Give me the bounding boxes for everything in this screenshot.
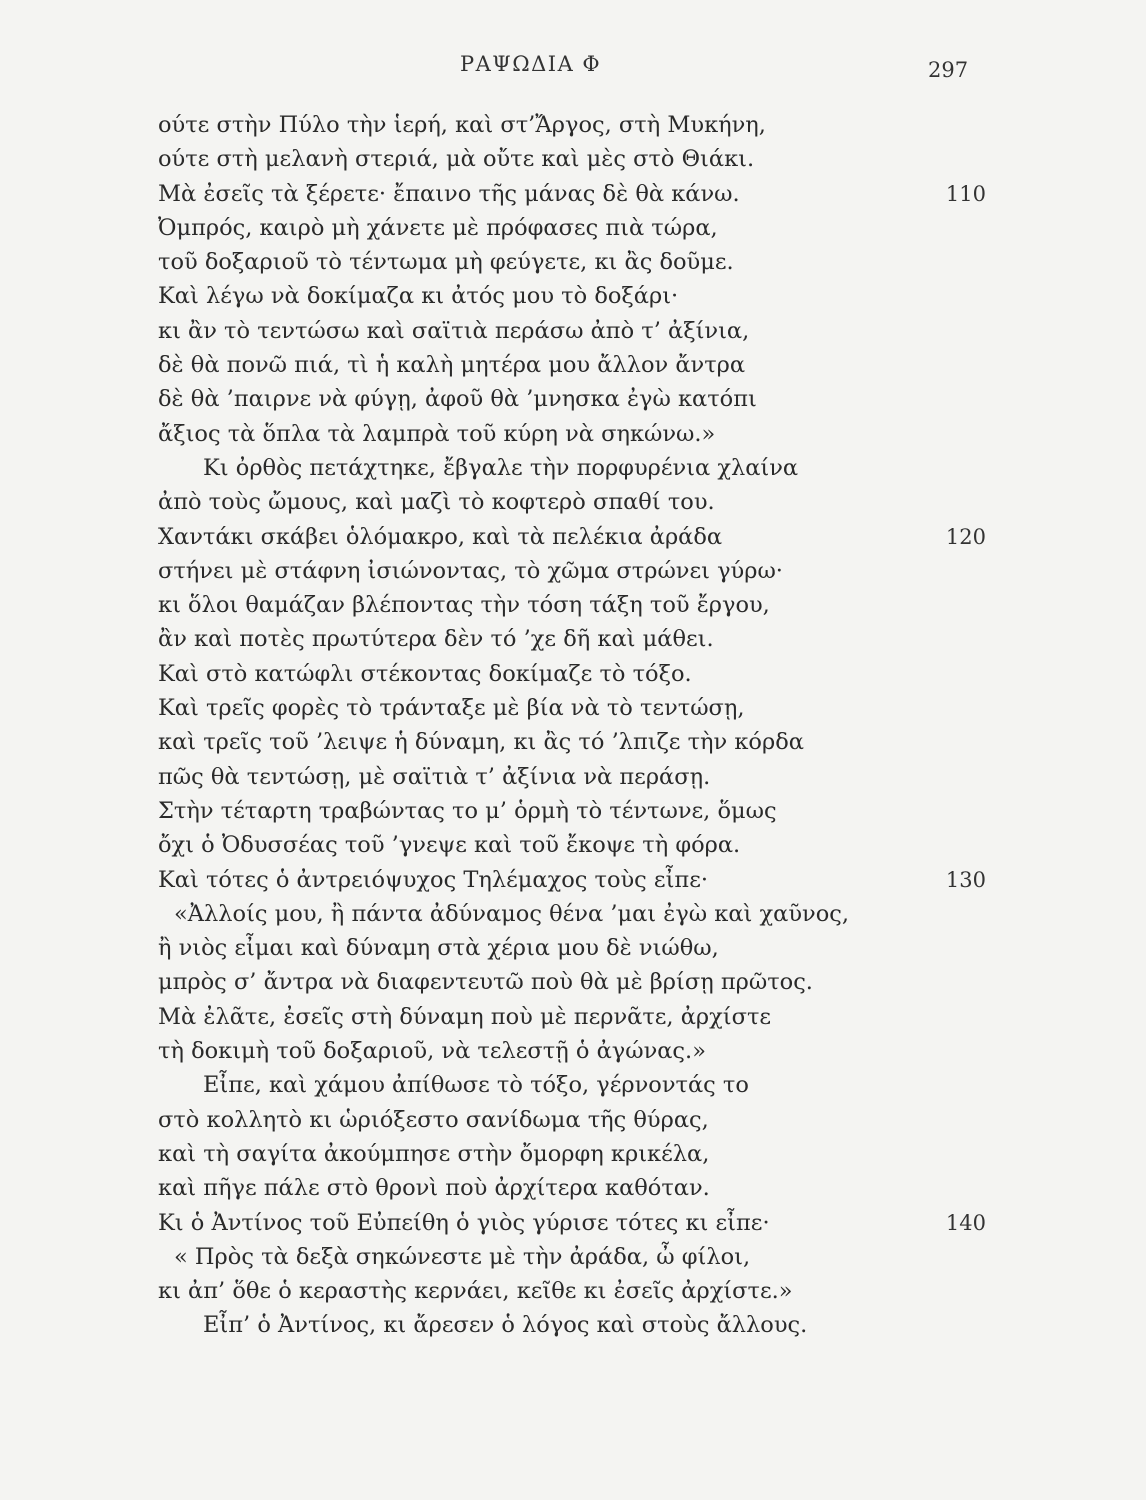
verse-text: καὶ πῆγε πάλε στὸ θρονὶ ποὺ ἀρχίτερα καθόταν. [158, 1175, 710, 1202]
verse-line [158, 657, 988, 691]
verse-line [158, 1308, 988, 1342]
verse-line [158, 520, 988, 554]
verse-line [158, 863, 988, 897]
verse-line [158, 142, 988, 176]
verse-line [158, 1206, 988, 1240]
verse-text: ὄχι ὁ Ὀδυσσέας τοῦ ’γνεψε καὶ τοῦ ἔκοψε τὴ φόρα. [158, 832, 741, 859]
verse-text: Ὀμπρός, καιρὸ μὴ χάνετε μὲ πρόφασες πιὰ τώρα, [158, 214, 718, 241]
verse-line [158, 897, 988, 931]
verse-text: τοῦ δοξαριοῦ τὸ τέντωμα μὴ φεύγετε, κι ἂς δοῦμε. [158, 249, 734, 276]
verse-text: ούτε στὴ μελανὴ στεριά, μὰ οὔτε καὶ μὲς στὸ Θιάκι. [158, 146, 755, 173]
verse-text: καὶ τρεῖς τοῦ ’λειψε ἡ δύναμη, κι ἂς τό ’λπιζε τὴν κόρδα [158, 729, 804, 756]
verse-line [158, 931, 988, 965]
verse-text: Καὶ τότες ὁ ἀντρειόψυχος Τηλέμαχος τοὺς εἶπε· [158, 866, 709, 893]
verse-line [158, 725, 988, 759]
verse-block [158, 108, 988, 1343]
verse-text: κι ἂν τὸ τεντώσω καὶ σαϊτιὰ περάσω ἀπὸ τ’ ἀξίνια, [158, 317, 750, 344]
verse-text: Καὶ στὸ κατώφλι στέκοντας δοκίμαζε τὸ τόξο. [158, 660, 692, 687]
verse-text: δὲ θὰ πονῶ πιά, τὶ ἡ καλὴ μητέρα μου ἄλλον ἄντρα [158, 352, 746, 379]
verse-line [158, 622, 988, 656]
verse-text: ἄξιος τὰ ὅπλα τὰ λαμπρὰ τοῦ κύρη νὰ σηκώνω.» [158, 420, 716, 447]
verse-line [158, 417, 988, 451]
verse-text: κι ὅλοι θαμάζαν βλέποντας τὴν τόση τάξη τοῦ ἔργου, [158, 592, 770, 619]
verse-text: καὶ τὴ σαγίτα ἀκούμπησε στὴν ὄμορφη κρικέλα, [158, 1140, 710, 1167]
verse-text: Στὴν τέταρτη τραβώντας το μ’ ὁρμὴ τὸ τέντωνε, ὅμως [158, 797, 777, 824]
verse-line [158, 451, 988, 485]
verse-line [158, 1171, 988, 1205]
verse-line [158, 965, 988, 999]
verse-text: Εἶπε, καὶ χάμου ἀπίθωσε τὸ τόξο, γέρνοντάς το [203, 1072, 749, 1099]
verse-line [158, 1000, 988, 1034]
verse-line [158, 279, 988, 313]
verse-line [158, 588, 988, 622]
verse-line [158, 828, 988, 862]
verse-text: Κι ὁ Ἀντίνος τοῦ Εὐπείθη ὁ γιὸς γύρισε τότες κι εἶπε· [158, 1209, 770, 1236]
page-number: 297 [928, 58, 969, 82]
verse-text: τὴ δοκιμὴ τοῦ δοξαριοῦ, νὰ τελεστῇ ὁ ἀγώνας.» [158, 1038, 706, 1065]
verse-text: ἀπὸ τοὺς ὤμους, καὶ μαζὶ τὸ κοφτερὸ σπαθί του. [158, 489, 715, 516]
verse-line [158, 245, 988, 279]
verse-text: κι ἀπ’ ὅθε ὁ κεραστὴς κερνάει, κεῖθε κι ἐσεῖς ἀρχίστε.» [158, 1278, 793, 1305]
verse-line [158, 177, 988, 211]
line-number: 130 [945, 867, 986, 892]
line-number: 140 [945, 1210, 986, 1235]
verse-text: Μὰ ἐσεῖς τὰ ξέρετε· ἔπαινο τῆς μάνας δὲ θὰ κάνω. [158, 180, 740, 207]
verse-text: « Πρὸς τὰ δεξὰ σηκώνεστε μὲ τὴν ἀράδα, ὦ φίλοι, [174, 1243, 751, 1270]
verse-line [158, 1103, 988, 1137]
verse-line [158, 1274, 988, 1308]
verse-line [158, 314, 988, 348]
verse-text: ούτε στὴν Πύλο τὴν ἱερή, καὶ στ’Ἄργος, στὴ Μυκήνη, [158, 112, 766, 138]
verse-text: μπρὸς σ’ ἄντρα νὰ διαφεντευτῶ ποὺ θὰ μὲ βρίσῃ πρῶτος. [158, 969, 813, 996]
verse-text: Καὶ λέγω νὰ δοκίμαζα κι ἀτός μου τὸ δοξάρι· [158, 283, 679, 310]
verse-line [158, 794, 988, 828]
verse-text: Εἶπ’ ὁ Ἀντίνος, κι ἄρεσεν ὁ λόγος καὶ στοὺς ἄλλους. [203, 1312, 808, 1339]
verse-text: δὲ θὰ ’παιρνε νὰ φύγῃ, ἀφοῦ θὰ ’μνησκα ἐγὼ κατόπι [158, 386, 757, 413]
verse-line [158, 1240, 988, 1274]
verse-text: στὸ κολλητὸ κι ὡριόξεστο σανίδωμα τῆς θύρας, [158, 1106, 709, 1133]
verse-line [158, 554, 988, 588]
verse-text: Κι ὀρθὸς πετάχτηκε, ἔβγαλε τὴν πορφυρένια χλαίνα [203, 454, 799, 481]
running-head: ΡΑΨΩΔΙΑ Φ [460, 52, 602, 76]
verse-line [158, 760, 988, 794]
verse-text: ἢ νιὸς εἶμαι καὶ δύναμη στὰ χέρια μου δὲ νιώθω, [158, 935, 719, 962]
verse-line [158, 485, 988, 519]
verse-text: Χαντάκι σκάβει ὁλόμακρο, καὶ τὰ πελέκια ἀράδα [158, 523, 723, 550]
verse-line [158, 211, 988, 245]
verse-line [158, 108, 988, 142]
verse-text: στήνει μὲ στάφνη ἰσιώνοντας, τὸ χῶμα στρώνει γύρω· [158, 557, 783, 584]
verse-text: Καὶ τρεῖς φορὲς τὸ τράνταξε μὲ βία νὰ τὸ τεντώσῃ, [158, 695, 745, 722]
verse-line [158, 1034, 988, 1068]
line-number: 110 [945, 181, 986, 206]
verse-line [158, 348, 988, 382]
verse-text: πῶς θὰ τεντώσῃ, μὲ σαϊτιὰ τ’ ἀξίνια νὰ περάσῃ. [158, 763, 711, 790]
line-number: 120 [945, 524, 986, 549]
verse-line [158, 1068, 988, 1102]
verse-text: ἂν καὶ ποτὲς πρωτύτερα δὲν τό ’χε δῆ καὶ μάθει. [158, 626, 714, 653]
verse-line [158, 1137, 988, 1171]
verse-text: «Ἀλλοίς μου, ἢ πάντα ἀδύναμος θένα ’μαι ἐγὼ καὶ χαῦνος, [174, 900, 850, 927]
verse-line [158, 691, 988, 725]
verse-text: Μὰ ἐλᾶτε, ἐσεῖς στὴ δύναμη ποὺ μὲ περνᾶτε, ἀρχίστε [158, 1003, 772, 1030]
verse-line [158, 382, 988, 416]
